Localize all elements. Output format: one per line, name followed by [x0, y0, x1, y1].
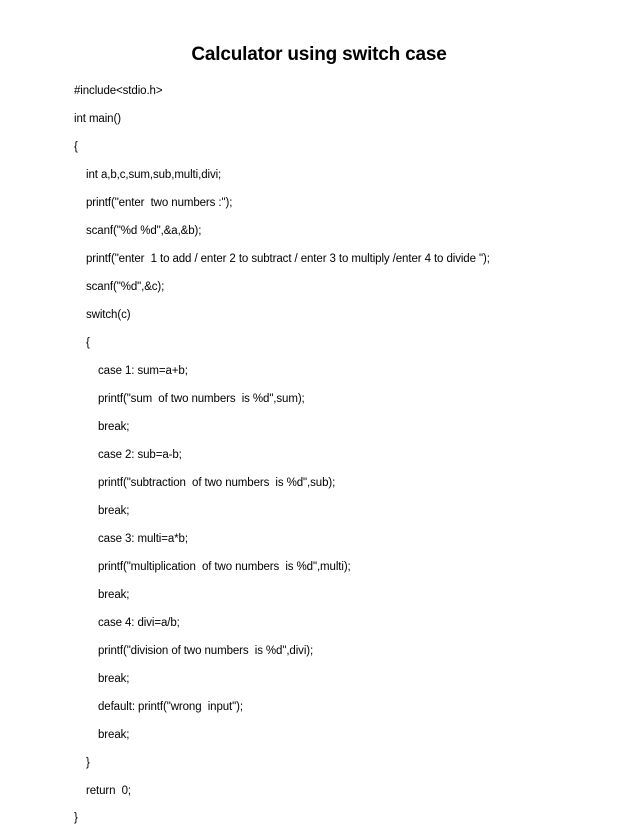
- code-line: scanf("%d",&c);: [86, 281, 165, 293]
- code-line: return 0;: [86, 785, 132, 797]
- code-line: switch(c): [86, 309, 131, 321]
- code-line: }: [86, 757, 90, 769]
- code-line: {: [74, 141, 78, 153]
- code-line: case 3: multi=a*b;: [98, 533, 188, 545]
- code-line: break;: [98, 421, 130, 433]
- code-line: case 2: sub=a-b;: [98, 449, 182, 461]
- code-line: int main(): [74, 113, 121, 125]
- code-line: break;: [98, 505, 130, 517]
- code-line: printf("enter two numbers :");: [86, 197, 233, 209]
- code-line: printf("subtraction of two numbers is %d",sub);: [98, 477, 336, 489]
- code-line: scanf("%d %d",&a,&b);: [86, 225, 202, 237]
- code-line: case 4: divi=a/b;: [98, 617, 180, 629]
- code-line: break;: [98, 729, 130, 741]
- code-line: break;: [98, 589, 130, 601]
- code-line: {: [86, 337, 90, 349]
- code-line: printf("multiplication of two numbers is %d",multi);: [98, 561, 351, 573]
- code-line: #include<stdio.h>: [74, 85, 163, 97]
- code-line: printf("sum of two numbers is %d",sum);: [98, 393, 305, 405]
- document-title: Calculator using switch case: [191, 44, 447, 65]
- code-line: printf("enter 1 to add / enter 2 to subtract / enter 3 to multiply /enter 4 to divide ");: [86, 253, 490, 265]
- code-line: break;: [98, 673, 130, 685]
- code-line: printf("division of two numbers is %d",divi);: [98, 645, 314, 657]
- code-line: default: printf("wrong input");: [98, 701, 243, 713]
- code-line: int a,b,c,sum,sub,multi,divi;: [86, 169, 222, 181]
- code-line: }: [74, 812, 78, 824]
- code-line: case 1: sum=a+b;: [98, 365, 188, 377]
